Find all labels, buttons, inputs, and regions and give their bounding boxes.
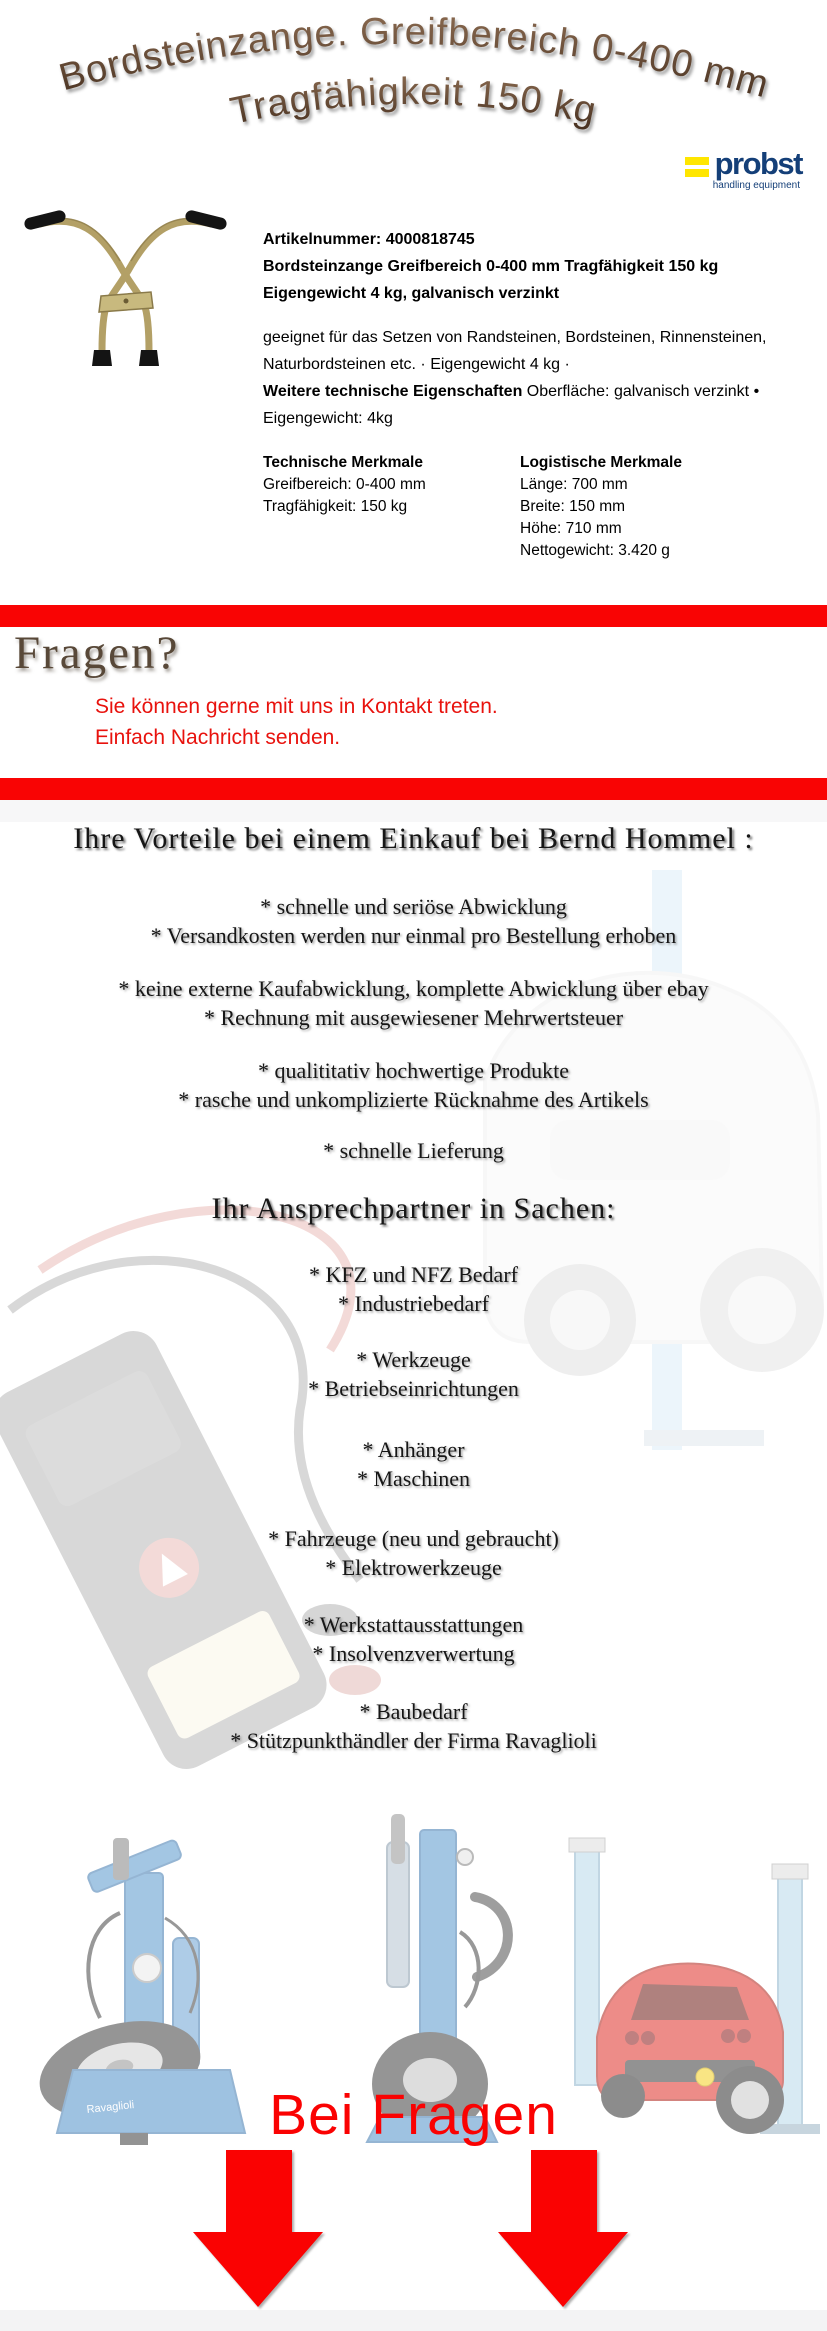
headline-line1: Bordsteinzange. Greifbereich 0-400 mm: [54, 10, 774, 107]
logistics-heading: Logistische Merkmale: [520, 454, 682, 471]
list-item: * Maschinen: [356, 1466, 471, 1491]
logistic-specs: [520, 452, 682, 562]
list-item: * Versandkosten werden nur einmal pro Bestellung erhoben: [150, 923, 677, 948]
list-item: * Insolvenzverwertung: [312, 1641, 515, 1666]
list-item: * keine externe Kaufabwicklung, komplette Abwicklung über ebay: [118, 976, 709, 1001]
list-item: * schnelle und seriöse Abwicklung: [260, 894, 567, 919]
bottom-strip: [0, 2310, 827, 2331]
categories-section: [0, 1192, 827, 1755]
section-divider: [0, 800, 827, 822]
advantages-group: [0, 974, 827, 1032]
list-item: * Baubedarf: [359, 1699, 468, 1724]
red-divider-bar: [0, 778, 827, 800]
product-info: [263, 226, 811, 432]
description-tail: Oberfläche: galvanisch verzinkt • Eigengewicht: 4kg: [263, 383, 760, 427]
spec-row: Länge: 700 mm: [520, 476, 628, 493]
list-item: * Industriebedarf: [338, 1291, 489, 1316]
spec-table: [263, 452, 823, 562]
list-item: * Stützpunkthändler der Firma Ravaglioli: [230, 1728, 597, 1753]
list-item: * KFZ und NFZ Bedarf: [309, 1262, 518, 1287]
advantages-heading: Ihre Vorteile bei einem Einkauf bei Bernd Hommel :: [73, 822, 754, 855]
list-item: * rasche und unkomplizierte Rücknahme des Artikels: [178, 1087, 649, 1112]
contact-line1: Sie können gerne mit uns in Kontakt treten.: [95, 695, 498, 718]
list-item: * Fahrzeuge (neu und gebraucht): [268, 1526, 559, 1551]
categories-heading: Ihr Ansprechpartner in Sachen:: [211, 1192, 616, 1225]
category-group: [0, 1435, 827, 1493]
machine-brand-label: Ravaglioli: [86, 2099, 135, 2116]
category-group: [0, 1524, 827, 1582]
fragen-heading: Fragen?: [14, 627, 180, 679]
product-photo-curb-tong: [18, 192, 233, 372]
list-item: * Betriebseinrichtungen: [308, 1376, 519, 1401]
list-item: * schnelle Lieferung: [323, 1138, 504, 1163]
product-description: [263, 324, 811, 432]
spec-row: Höhe: 710 mm: [520, 520, 622, 537]
red-divider-bar: [0, 605, 827, 627]
spec-row: Nettogewicht: 3.420 g: [520, 542, 670, 559]
down-arrow-icon: [498, 2150, 628, 2308]
down-arrow-icon: [193, 2150, 323, 2308]
product-title-line1: Bordsteinzange Greifbereich 0-400 mm Tragfähigkeit 150 kg: [263, 258, 719, 275]
list-item: * Rechnung mit ausgewiesener Mehrwertsteuer: [203, 1005, 624, 1030]
description-text: geeignet für das Setzen von Randsteinen, Bordsteinen, Rinnensteinen, Naturbordsteinen etc. · Eigengewicht 4 kg ·: [263, 329, 767, 373]
advantages-group: [0, 892, 827, 950]
category-group: [0, 1260, 827, 1318]
technical-specs: [263, 452, 520, 562]
probst-tagline: handling equipment: [712, 180, 800, 191]
category-group: [0, 1345, 827, 1403]
category-group: [0, 1610, 827, 1668]
cta-text: Bei Fragen: [269, 2083, 558, 2147]
list-item: * Werkzeuge: [356, 1347, 471, 1372]
list-item: * qualititativ hochwertige Produkte: [258, 1058, 569, 1083]
advantages-section: [0, 822, 827, 1165]
headline-line2: Tragfähigkeit 150 kg: [226, 70, 601, 133]
svg-text:Tragfähigkeit 150 kg: [227, 71, 601, 133]
probst-brand-name: probst: [714, 146, 802, 181]
probst-equals-icon: [685, 157, 709, 177]
spec-row: Greifbereich: 0-400 mm: [263, 476, 426, 493]
description-bold-label: Weitere technische Eigenschaften: [263, 383, 523, 400]
product-title-line2: Eigengewicht 4 kg, galvanisch verzinkt: [263, 285, 560, 302]
contact-text: [95, 691, 498, 753]
article-number: Artikelnummer: 4000818745: [263, 231, 475, 248]
list-item: * Werkstattausstattungen: [303, 1612, 524, 1637]
probst-logo: [652, 148, 802, 191]
spec-row: Breite: 150 mm: [520, 498, 626, 515]
advantages-group: [0, 1136, 827, 1165]
contact-line2: Einfach Nachricht senden.: [95, 726, 341, 749]
list-item: * Anhänger: [362, 1437, 465, 1462]
list-item: * Elektrowerkzeuge: [325, 1555, 502, 1580]
technical-heading: Technische Merkmale: [263, 454, 423, 471]
spec-row: Tragfähigkeit: 150 kg: [263, 498, 408, 515]
advantages-group: [0, 1056, 827, 1114]
category-group: [0, 1697, 827, 1755]
